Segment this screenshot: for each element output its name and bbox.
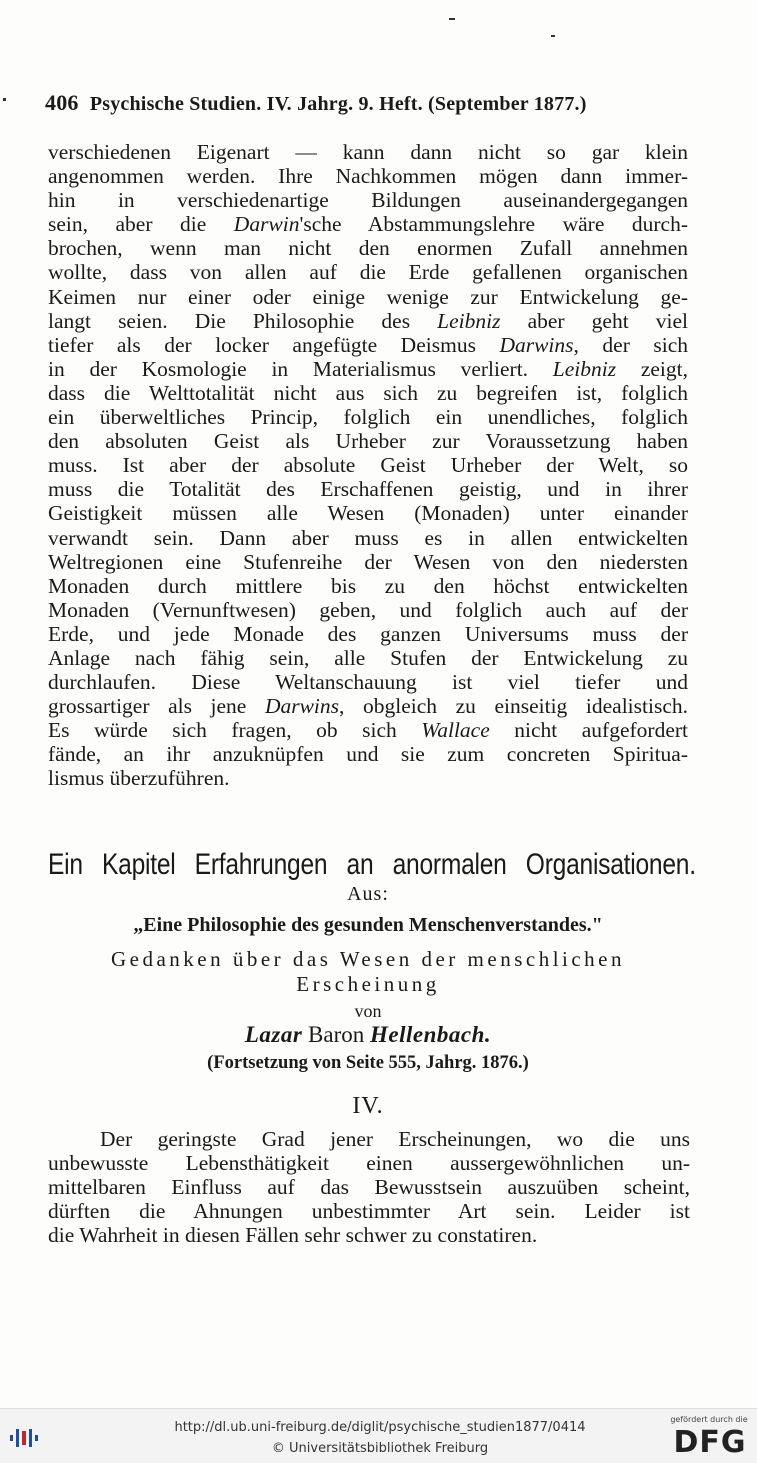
author-line: [48, 1022, 688, 1048]
text-line: [48, 574, 688, 598]
text-run: den absoluten Geist als Urheber zur Voraussetzung haben: [48, 429, 688, 454]
running-head: [45, 90, 685, 116]
text-line: [48, 285, 688, 309]
dfg-caption: gefördert durch die: [670, 1415, 748, 1424]
text-run: 'sche Abstammungslehre wäre durch-: [299, 212, 688, 237]
italic-name: Darwin: [233, 212, 300, 237]
text-run: hin in verschiedenartige Bildungen auseinandergegangen: [48, 188, 688, 213]
text-line: [48, 236, 688, 260]
text-line: [48, 333, 688, 357]
text-run: Erde, und jede Monade des ganzen Universums muss der: [48, 621, 688, 646]
page-number: 406: [45, 90, 79, 115]
chapter-number: IV.: [352, 1093, 384, 1119]
italic-name: Leibniz: [552, 356, 617, 381]
italic-name: Wallace: [421, 718, 490, 743]
scan-speck: [449, 18, 455, 20]
author-last-name: Hellenbach.: [370, 1022, 492, 1047]
text-line: [48, 718, 688, 742]
text-run: in der Kosmologie in Materialismus verliert.: [48, 356, 553, 381]
dfg-logo: [668, 1415, 750, 1459]
text-run: grossartiger als jene: [48, 694, 265, 719]
permalink-url[interactable]: http://dl.ub.uni-freiburg.de/diglit/psychische_studien1877/0414: [174, 1420, 586, 1435]
italic-name: Darwins: [264, 694, 340, 719]
library-logo-icon: [8, 1421, 40, 1453]
text-run: , der sich: [573, 332, 688, 357]
text-run: verwandt sein. Dann aber muss es in allen entwickelten: [48, 525, 688, 550]
text-run: tiefer als der locker angefügte Deismus: [48, 332, 500, 357]
author-title: Baron: [302, 1022, 371, 1047]
book-title: „Eine Philosophie des gesunden Menschenverstandes.": [133, 914, 603, 936]
text-run: dass die Welttotalität nicht aus sich zu begreifen ist, folglich: [48, 380, 688, 405]
text-run: angenommen werden. Ihre Nachkommen mögen dann immer-: [48, 164, 688, 189]
copyright-notice: © Universitätsbibliothek Freiburg: [271, 1441, 489, 1456]
dfg-wordmark: DFG: [673, 1425, 747, 1460]
book-subtitle-line-1: Gedanken über das Wesen der menschlichen: [110, 947, 626, 971]
by-label: von: [354, 1001, 382, 1021]
viewer-footer: [0, 1408, 757, 1463]
text-line: unbewusste Lebensthätigkeit einen aussergewöhnlichen un-: [48, 1151, 690, 1176]
text-run: nicht aufgefordert: [489, 718, 688, 743]
text-run: aber geht viel: [500, 308, 688, 333]
text-run: lismus überzuführen.: [48, 766, 230, 791]
text-line: die Wahrheit in diesen Fällen sehr schwer zu constatiren.: [48, 1223, 538, 1248]
text-run: muss die Totalität des Erschaffenen geistig, und in ihrer: [48, 477, 688, 502]
text-run: sein, aber die: [48, 212, 234, 237]
book-subtitle: [48, 947, 688, 997]
text-run: Anlage nach fähig sein, alle Stufen der Entwickelung zu: [48, 645, 688, 670]
chapter-paragraph: [48, 1127, 690, 1247]
text-line: [48, 670, 688, 694]
text-line: [48, 140, 688, 164]
text-line: [48, 598, 688, 622]
text-run: Es würde sich fragen, ob sich: [48, 718, 422, 743]
text-run: zeigt,: [616, 356, 688, 381]
text-run: Geistigkeit müssen alle Wesen (Monaden) unter einander: [48, 501, 688, 526]
text-line: [48, 646, 688, 670]
text-line: [48, 381, 688, 405]
text-line: [48, 622, 688, 646]
text-line: [48, 453, 688, 477]
text-run: , obgleich zu einseitig idealistisch.: [339, 694, 688, 719]
text-line: [48, 429, 688, 453]
text-run: muss. Ist aber der absolute Geist Urheber der Welt, so: [48, 453, 688, 478]
text-line: [48, 405, 688, 429]
text-line: [48, 212, 688, 236]
text-line: [48, 501, 688, 525]
text-line: [48, 357, 688, 381]
scan-speck: [551, 35, 555, 37]
scan-speck: [3, 98, 6, 101]
section-heading: Ein Kapitel Erfahrungen an anormalen Organisationen.: [48, 848, 696, 881]
text-run: durchlaufen. Diese Weltanschauung ist viel tiefer und: [48, 670, 688, 695]
text-line: Der geringste Grad jener Erscheinungen, wo die uns: [100, 1127, 690, 1151]
author-first-name: Lazar: [244, 1022, 303, 1047]
text-line: dürften die Ahnungen unbestimmter Art sein. Leider ist: [48, 1199, 690, 1224]
text-run: fände, an ihr anzuknüpfen und sie zum concreten Spiritua-: [48, 742, 688, 767]
text-run: Keimen nur einer oder einige wenige zur Entwickelung ge-: [48, 284, 688, 309]
text-line: [48, 188, 688, 212]
text-run: langt seien. Die Philosophie des: [48, 308, 438, 333]
text-run: verschiedenen Eigenart — kann dann nicht so gar klein: [48, 140, 688, 164]
italic-name: Darwins: [499, 332, 574, 357]
text-line: [48, 260, 688, 284]
text-line: [48, 742, 688, 766]
text-line: [48, 550, 688, 574]
text-run: Monaden durch mittlere bis zu den höchst entwickelten: [48, 573, 688, 598]
book-subtitle-line-2: Erscheinung: [296, 972, 440, 996]
text-line: [48, 309, 688, 333]
text-line: [48, 766, 688, 790]
running-head-title: Psychische Studien. IV. Jahrg. 9. Heft. (September 1877.): [89, 93, 587, 115]
italic-name: Leibniz: [437, 308, 501, 333]
text-run: Weltregionen eine Stufenreihe der Wesen von den niedersten: [48, 549, 688, 574]
text-line: [48, 164, 688, 188]
text-run: brochen, wenn man nicht den enormen Zufall annehmen: [48, 236, 688, 261]
text-line: [48, 526, 688, 550]
text-line: mittelbaren Einfluss auf das Bewusstsein auszuüben scheint,: [48, 1175, 690, 1200]
text-run: wollte, dass von allen auf die Erde gefallenen organischen: [48, 260, 688, 285]
text-run: Monaden (Vernunftwesen) geben, und folglich auch auf der: [48, 597, 688, 622]
continuation-note: (Fortsetzung von Seite 555, Jahrg. 1876.): [207, 1053, 529, 1073]
body-paragraph: [48, 140, 688, 791]
text-line: [48, 694, 688, 718]
source-label: Aus:: [347, 883, 389, 905]
text-line: [48, 477, 688, 501]
text-run: ein überweltliches Princip, folglich ein unendliches, folglich: [48, 405, 688, 430]
